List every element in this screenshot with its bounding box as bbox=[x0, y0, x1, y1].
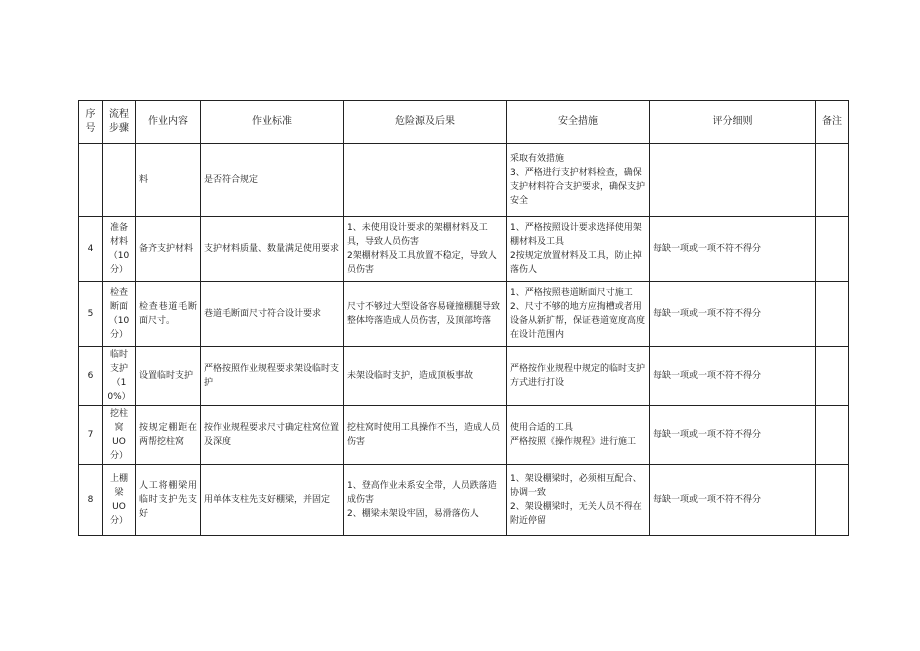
cell-step: 检查断面 （10分） bbox=[103, 282, 136, 347]
header-seq: 序号 bbox=[79, 101, 103, 144]
cell-scoring: 每缺一项或一项不符不得分 bbox=[650, 217, 816, 282]
header-standard: 作业标准 bbox=[201, 101, 344, 144]
header-content: 作业内容 bbox=[136, 101, 201, 144]
cell-hazard: 1、未使用设计要求的架棚材料及工具，导致人员伤害 2架棚材料及工具放置不稳定，导致人员伤害 bbox=[344, 217, 507, 282]
table-row bbox=[79, 217, 849, 282]
cell-content: 备齐支护材料 bbox=[136, 217, 201, 282]
table-header-row bbox=[79, 101, 849, 144]
cell-content: 人工将棚梁用临时支护先支好 bbox=[136, 465, 201, 536]
cell-content: 按规定棚距在两帮挖柱窝 bbox=[136, 406, 201, 465]
cell-hazard: 1、登高作业未系安全带，人员跌落造成伤害 2、棚梁未架设牢固，易滑落伤人 bbox=[344, 465, 507, 536]
cell-remark bbox=[816, 217, 849, 282]
cell-standard: 严格按照作业规程要求架设临时支护 bbox=[201, 347, 344, 406]
cell-scoring bbox=[650, 144, 816, 217]
header-hazard: 危险源及后果 bbox=[344, 101, 507, 144]
header-remark: 备注 bbox=[816, 101, 849, 144]
cell-remark bbox=[816, 347, 849, 406]
cell-scoring: 每缺一项或一项不符不得分 bbox=[650, 282, 816, 347]
cell-hazard: 未架设临时支护，造成顶板事故 bbox=[344, 347, 507, 406]
cell-safety: 使用合适的工具 严格按照《操作规程》进行施工 bbox=[507, 406, 650, 465]
table-row bbox=[79, 465, 849, 536]
table-row bbox=[79, 406, 849, 465]
cell-scoring: 每缺一项或一项不符不得分 bbox=[650, 465, 816, 536]
cell-step: 临时支护（10%） bbox=[103, 347, 136, 406]
cell-standard: 巷道毛断面尺寸符合设计要求 bbox=[201, 282, 344, 347]
cell-remark bbox=[816, 282, 849, 347]
cell-safety: 1、架设棚梁时，必须相互配合、协调一致 2、架设棚梁时，无关人员不得在附近停留 bbox=[507, 465, 650, 536]
cell-step bbox=[103, 144, 136, 217]
header-safety: 安全措施 bbox=[507, 101, 650, 144]
cell-remark bbox=[816, 465, 849, 536]
cell-hazard: 挖柱窝时使用工具操作不当，造成人员伤害 bbox=[344, 406, 507, 465]
cell-standard: 是否符合规定 bbox=[201, 144, 344, 217]
cell-step: 准备材料 （10分） bbox=[103, 217, 136, 282]
cell-standard: 按作业规程要求尺寸确定柱窝位置及深度 bbox=[201, 406, 344, 465]
cell-safety: 采取有效措施 3、严格进行支护材料检查，确保支护材料符合支护要求，确保支护安全 bbox=[507, 144, 650, 217]
cell-standard: 支护材料质量、数量满足使用要求 bbox=[201, 217, 344, 282]
table-row bbox=[79, 347, 849, 406]
table-row bbox=[79, 282, 849, 347]
table-row bbox=[79, 144, 849, 217]
cell-scoring: 每缺一项或一项不符不得分 bbox=[650, 406, 816, 465]
cell-hazard bbox=[344, 144, 507, 217]
cell-seq: 5 bbox=[79, 282, 103, 347]
cell-seq bbox=[79, 144, 103, 217]
cell-safety: 1、严格按照设计要求选择使用架棚材料及工具 2按规定放置材料及工具，防止掉落伤人 bbox=[507, 217, 650, 282]
cell-safety: 1、严格按照巷道断面尺寸施工2、尺寸不够的地方应掏槽或者用设备从新扩帮，保证巷道宽度高度在设计范围内 bbox=[507, 282, 650, 347]
cell-hazard: 尺寸不够过大型设备容易碰撞棚腿导致整体垮落造成人员伤害，及顶部垮落 bbox=[344, 282, 507, 347]
cell-scoring: 每缺一项或一项不符不得分 bbox=[650, 347, 816, 406]
cell-standard: 用单体支柱先支好棚梁，并固定 bbox=[201, 465, 344, 536]
cell-content: 检查巷道毛断面尺寸。 bbox=[136, 282, 201, 347]
header-step: 流程 步骤 bbox=[103, 101, 136, 144]
cell-seq: 8 bbox=[79, 465, 103, 536]
cell-content: 设置临时支护 bbox=[136, 347, 201, 406]
cell-content: 料 bbox=[136, 144, 201, 217]
cell-remark bbox=[816, 406, 849, 465]
cell-step: 挖柱窝 UO分） bbox=[103, 406, 136, 465]
cell-remark bbox=[816, 144, 849, 217]
cell-seq: 6 bbox=[79, 347, 103, 406]
header-scoring: 评分细则 bbox=[650, 101, 816, 144]
cell-seq: 7 bbox=[79, 406, 103, 465]
cell-seq: 4 bbox=[79, 217, 103, 282]
work-standard-table bbox=[78, 100, 849, 536]
cell-safety: 严格按作业规程中规定的临时支护方式进行打设 bbox=[507, 347, 650, 406]
cell-step: 上棚梁 UO分） bbox=[103, 465, 136, 536]
